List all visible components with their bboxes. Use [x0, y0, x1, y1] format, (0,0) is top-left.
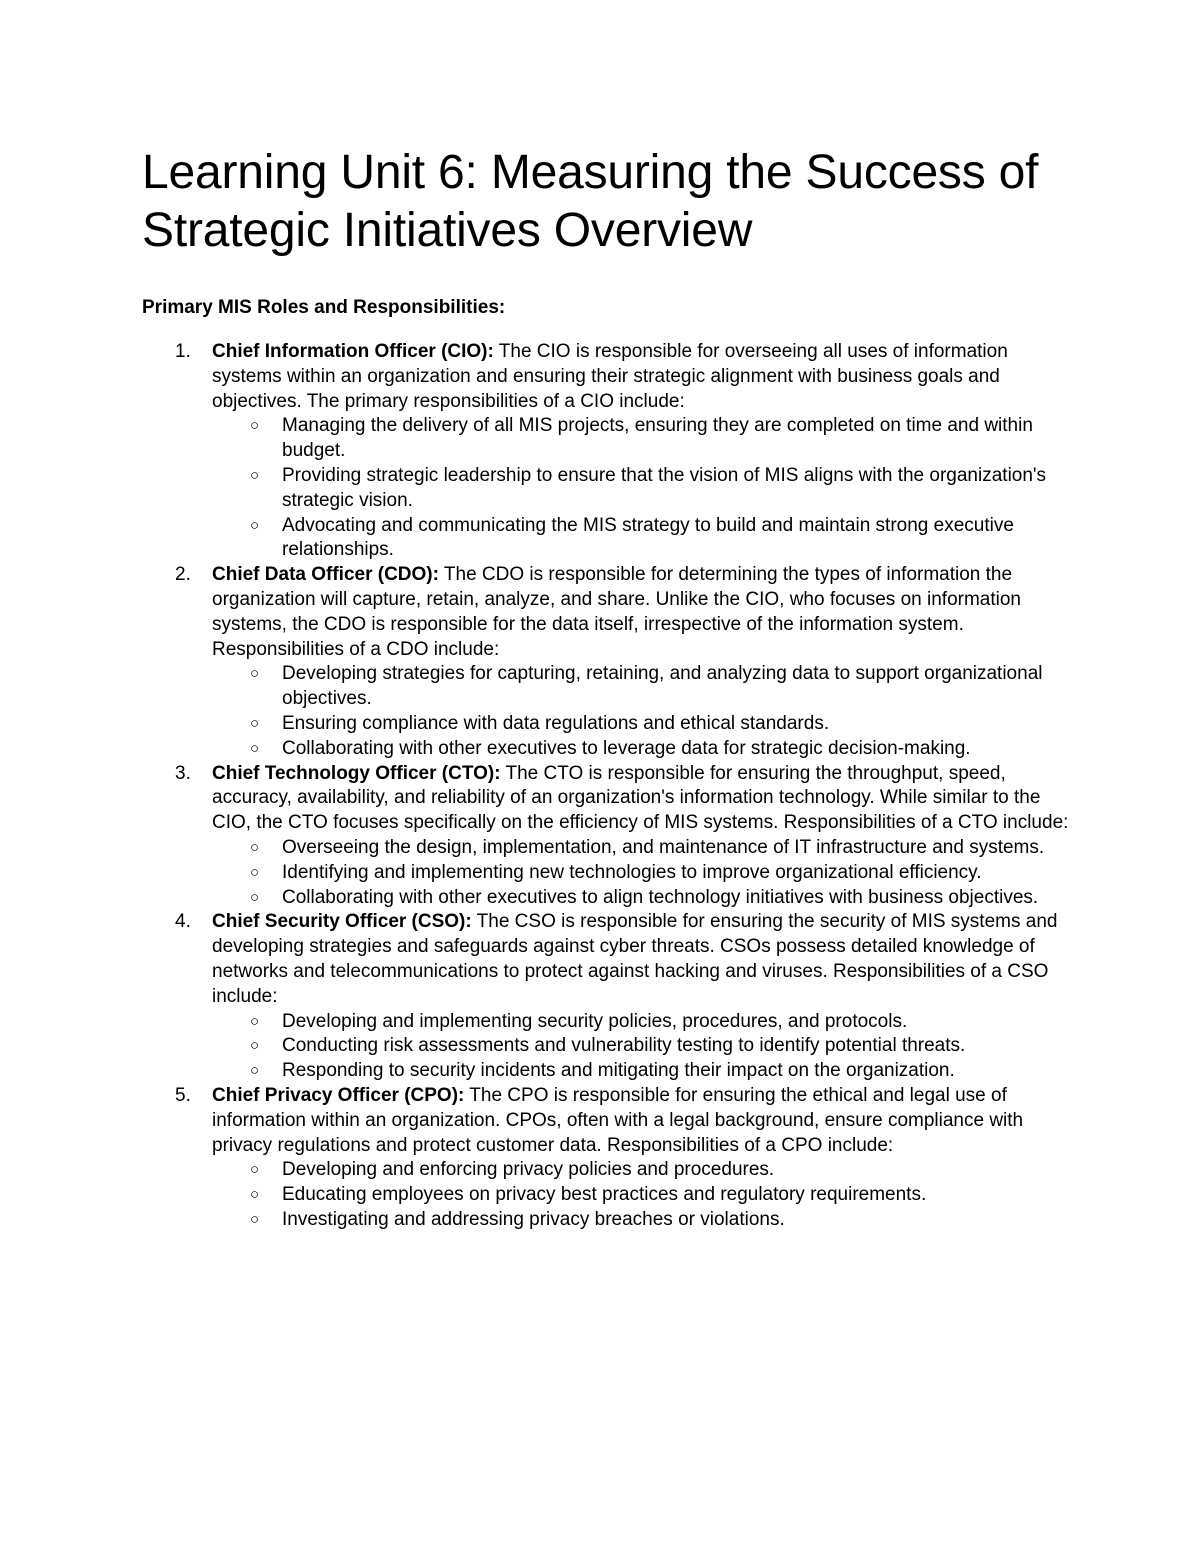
responsibility-text: Developing and implementing security policies, procedures, and protocols.	[282, 1010, 908, 1032]
section-heading: Primary MIS Roles and Responsibilities:	[142, 297, 506, 318]
role-number: 3.	[175, 762, 191, 784]
responsibility-text: Advocating and communicating the MIS strategy to build and maintain strong executive relationships.	[282, 514, 1014, 561]
responsibility-text: Developing strategies for capturing, retaining, and analyzing data to support organizational objectives.	[282, 663, 1043, 710]
circle-bullet-icon: ○	[250, 417, 260, 435]
responsibility-item	[212, 414, 1072, 464]
responsibility-list	[212, 662, 1072, 761]
circle-bullet-icon: ○	[250, 1037, 260, 1055]
responsibility-text: Responding to security incidents and mitigating their impact on the organization.	[282, 1060, 955, 1082]
responsibility-text: Investigating and addressing privacy breaches or violations.	[282, 1208, 785, 1230]
circle-bullet-icon: ○	[250, 516, 260, 534]
role-number: 4.	[175, 911, 191, 933]
roles-list	[142, 340, 1072, 1233]
circle-bullet-icon: ○	[250, 838, 260, 856]
responsibility-text: Collaborating with other executives to align technology initiatives with business objectives.	[282, 886, 1039, 908]
role-item-cto	[142, 762, 1072, 911]
responsibility-item	[212, 1208, 1072, 1233]
role-name: Chief Technology Officer (CTO):	[212, 762, 501, 784]
role-name: Chief Information Officer (CIO):	[212, 341, 494, 362]
responsibility-text: Conducting risk assessments and vulnerability testing to identify potential threats.	[282, 1035, 966, 1057]
role-number: 5.	[175, 1084, 191, 1106]
responsibility-text: Collaborating with other executives to leverage data for strategic decision-making.	[282, 737, 971, 759]
role-item-cpo	[142, 1084, 1072, 1233]
role-name: Chief Security Officer (CSO):	[212, 911, 472, 933]
circle-bullet-icon: ○	[250, 665, 260, 683]
responsibility-item	[212, 836, 1072, 861]
role-number: 1.	[175, 341, 191, 362]
role-description: The CIO is responsible for overseeing all uses of information systems within an organization and ensuring their strategic alignment with business goals and objectives. The primary responsibilities of a CIO include:	[212, 341, 1008, 412]
responsibility-list	[212, 414, 1072, 563]
role-description: The CSO is responsible for ensuring the security of MIS systems and developing strategies and safeguards against cyber threats. CSOs possess detailed knowledge of networks and telecommunications to protect against hacking and viruses. Responsibilities of a CSO include:	[212, 911, 1058, 1007]
responsibility-item	[212, 737, 1072, 762]
responsibility-item	[212, 514, 1072, 564]
responsibility-item	[212, 886, 1072, 911]
circle-bullet-icon: ○	[250, 1012, 260, 1030]
circle-bullet-icon: ○	[250, 1186, 260, 1204]
responsibility-text: Managing the delivery of all MIS projects, ensuring they are completed on time and within budget.	[282, 415, 1033, 462]
circle-bullet-icon: ○	[250, 1161, 260, 1179]
responsibility-text: Ensuring compliance with data regulations and ethical standards.	[282, 712, 830, 734]
responsibility-item	[212, 1010, 1072, 1035]
responsibility-list	[212, 1158, 1072, 1232]
responsibility-text: Providing strategic leadership to ensure that the vision of MIS aligns with the organization's strategic vision.	[282, 464, 1047, 511]
role-name: Chief Data Officer (CDO):	[212, 564, 439, 586]
role-name: Chief Privacy Officer (CPO):	[212, 1084, 465, 1106]
role-item-cso	[142, 910, 1072, 1084]
responsibility-item	[212, 1059, 1072, 1084]
role-number: 2.	[175, 564, 191, 586]
circle-bullet-icon: ○	[250, 739, 260, 757]
document-page	[142, 144, 1072, 1233]
responsibility-text: Overseeing the design, implementation, and maintenance of IT infrastructure and systems.	[282, 836, 1045, 858]
circle-bullet-icon: ○	[250, 863, 260, 881]
circle-bullet-icon: ○	[250, 466, 260, 484]
responsibility-item	[212, 1158, 1072, 1183]
responsibility-item	[212, 861, 1072, 886]
role-item-cio	[142, 340, 1072, 563]
responsibility-item	[212, 1183, 1072, 1208]
responsibility-item	[212, 662, 1072, 712]
responsibility-item	[212, 464, 1072, 514]
role-description: The CPO is responsible for ensuring the ethical and legal use of information within an organization. CPOs, often with a legal background, ensure compliance with privacy regulations and protect customer data. Responsibilities of a CPO include:	[212, 1084, 1024, 1156]
circle-bullet-icon: ○	[250, 888, 260, 906]
role-item-cdo	[142, 563, 1072, 761]
responsibility-item	[212, 1034, 1072, 1059]
responsibility-list	[212, 836, 1072, 910]
role-description: The CDO is responsible for determining the types of information the organization will capture, retain, analyze, and share. Unlike the CIO, who focuses on information systems, the CDO is responsible for the data itself, irrespective of the information system. Responsibilities of a CDO include:	[212, 564, 1021, 660]
document-title: Learning Unit 6: Measuring the Success of Strategic Initiatives Overview	[142, 146, 1039, 257]
responsibility-item	[212, 712, 1072, 737]
circle-bullet-icon: ○	[250, 1210, 260, 1228]
responsibility-list	[212, 1010, 1072, 1084]
circle-bullet-icon: ○	[250, 1062, 260, 1080]
role-description: The CTO is responsible for ensuring the throughput, speed, accuracy, availability, and reliability of an organization's information technology. While similar to the CIO, the CTO focuses specifically on the efficiency of MIS systems. Responsibilities of a CTO include:	[212, 762, 1069, 834]
responsibility-text: Educating employees on privacy best practices and regulatory requirements.	[282, 1184, 927, 1206]
responsibility-text: Identifying and implementing new technologies to improve organizational efficiency.	[282, 861, 982, 883]
circle-bullet-icon: ○	[250, 714, 260, 732]
responsibility-text: Developing and enforcing privacy policies and procedures.	[282, 1159, 775, 1181]
